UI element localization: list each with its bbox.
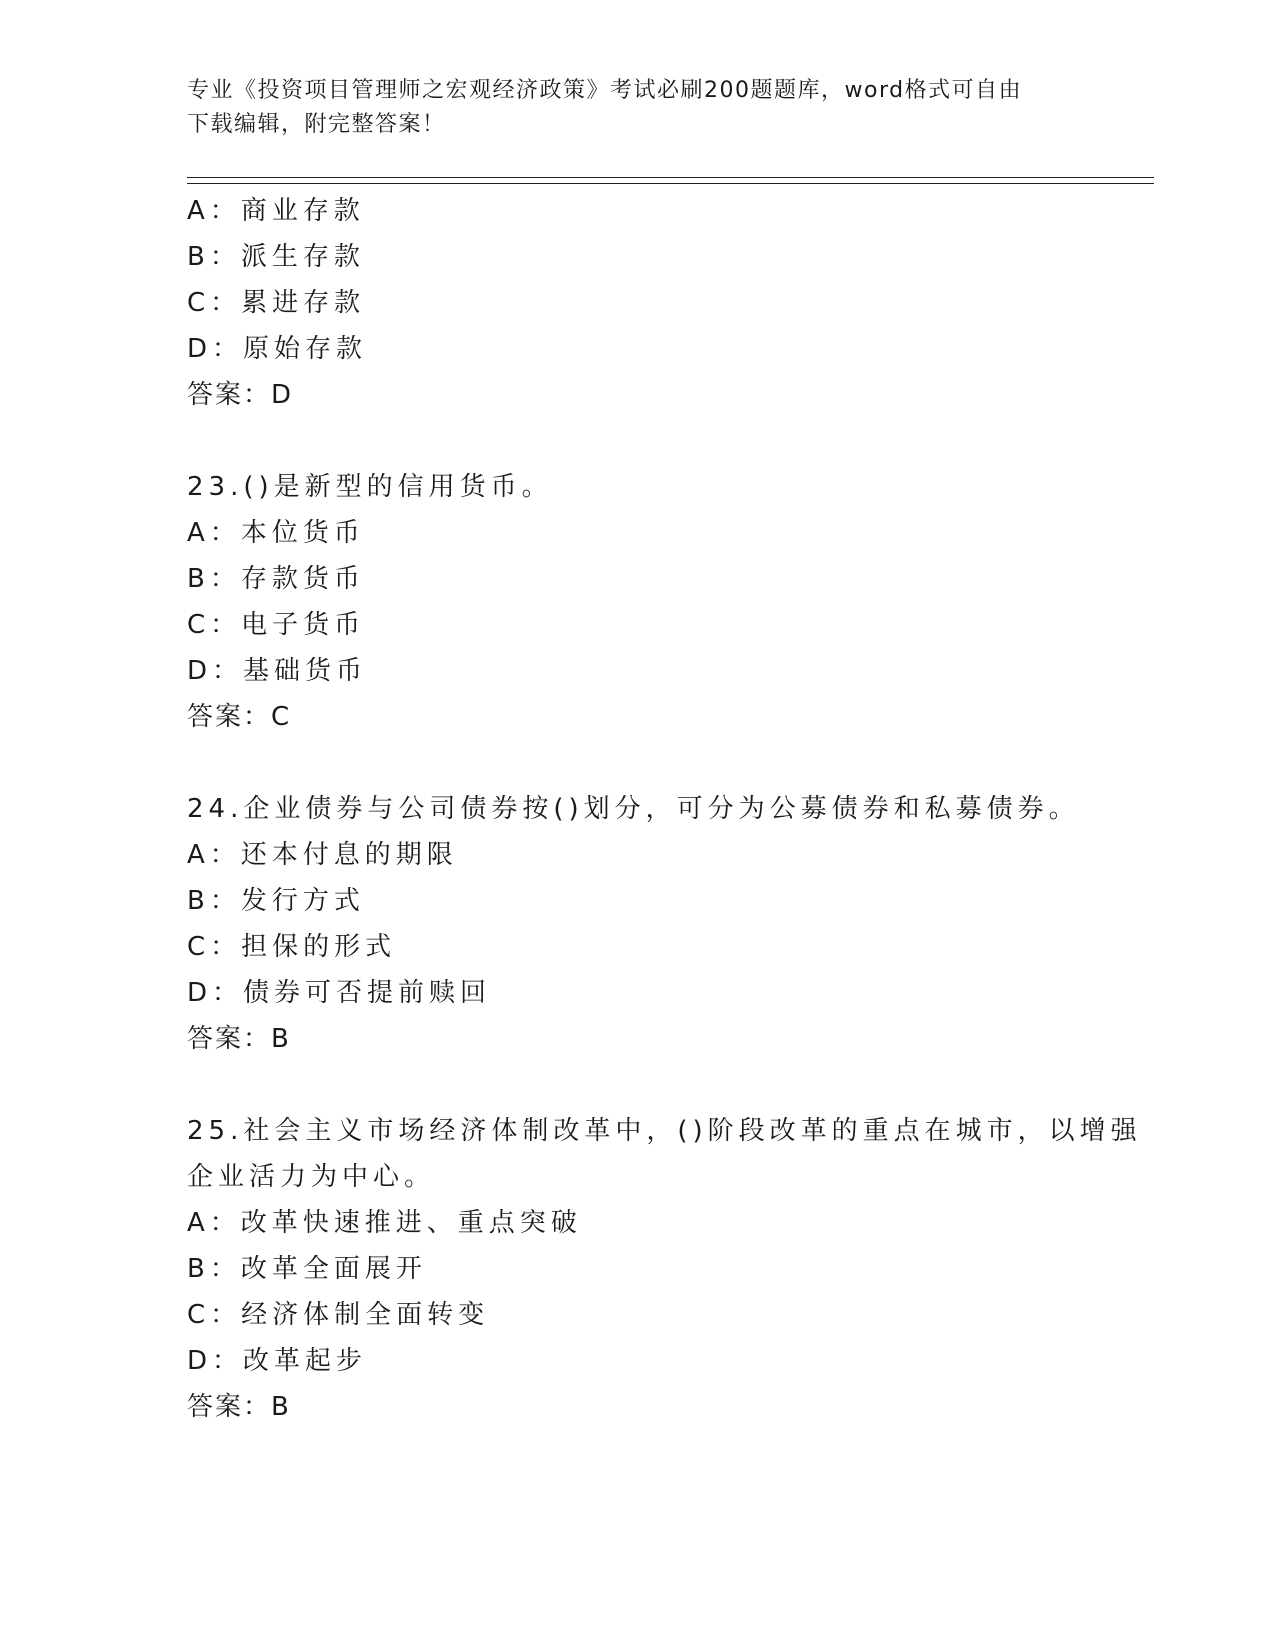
option-b: B：存款货币 xyxy=(187,564,365,594)
header-divider-bottom xyxy=(187,183,1154,184)
option-d: D：债券可否提前赎回 xyxy=(187,978,492,1008)
header-line-2: 下载编辑，附完整答案！ xyxy=(187,112,446,137)
question-list xyxy=(187,188,1142,1430)
question-25 xyxy=(187,1108,1142,1430)
answer: 答案：D xyxy=(187,380,294,410)
option-d: D：基础货币 xyxy=(187,656,368,686)
question-stem-line-2: 企业活力为中心。 xyxy=(187,1162,436,1192)
question-stem-line-1: 25.社会主义市场经济体制改革中，()阶段改革的重点在城市，以增强 xyxy=(187,1116,1142,1146)
option-a: A：商业存款 xyxy=(187,196,365,226)
option-d: D：原始存款 xyxy=(187,334,368,364)
question-22 xyxy=(187,188,1087,418)
spacer xyxy=(187,418,1087,464)
question-stem: 23.()是新型的信用货币。 xyxy=(187,472,553,502)
option-a: A：还本付息的期限 xyxy=(187,840,458,870)
spacer xyxy=(187,740,1087,786)
option-d: D：改革起步 xyxy=(187,1346,368,1376)
answer: 答案：B xyxy=(187,1024,291,1054)
option-a: A：本位货币 xyxy=(187,518,365,548)
answer: 答案：B xyxy=(187,1392,291,1422)
spacer xyxy=(187,1062,1087,1108)
document-header xyxy=(187,74,1087,142)
option-c: C：担保的形式 xyxy=(187,932,397,962)
header-divider-top xyxy=(187,177,1154,178)
option-c: C：累进存款 xyxy=(187,288,366,318)
question-24 xyxy=(187,786,1087,1062)
answer: 答案：C xyxy=(187,702,292,732)
option-a: A：改革快速推进、重点突破 xyxy=(187,1208,582,1238)
option-b: B：派生存款 xyxy=(187,242,365,272)
option-c: C：电子货币 xyxy=(187,610,366,640)
header-line-1: 专业《投资项目管理师之宏观经济政策》考试必刷200题题库，word格式可自由 xyxy=(187,78,1023,103)
question-stem: 24.企业债券与公司债券按()划分，可分为公募债券和私募债券。 xyxy=(187,794,1080,824)
option-c: C：经济体制全面转变 xyxy=(187,1300,490,1330)
option-b: B：发行方式 xyxy=(187,886,365,916)
question-23 xyxy=(187,464,1087,740)
option-b: B：改革全面展开 xyxy=(187,1254,427,1284)
